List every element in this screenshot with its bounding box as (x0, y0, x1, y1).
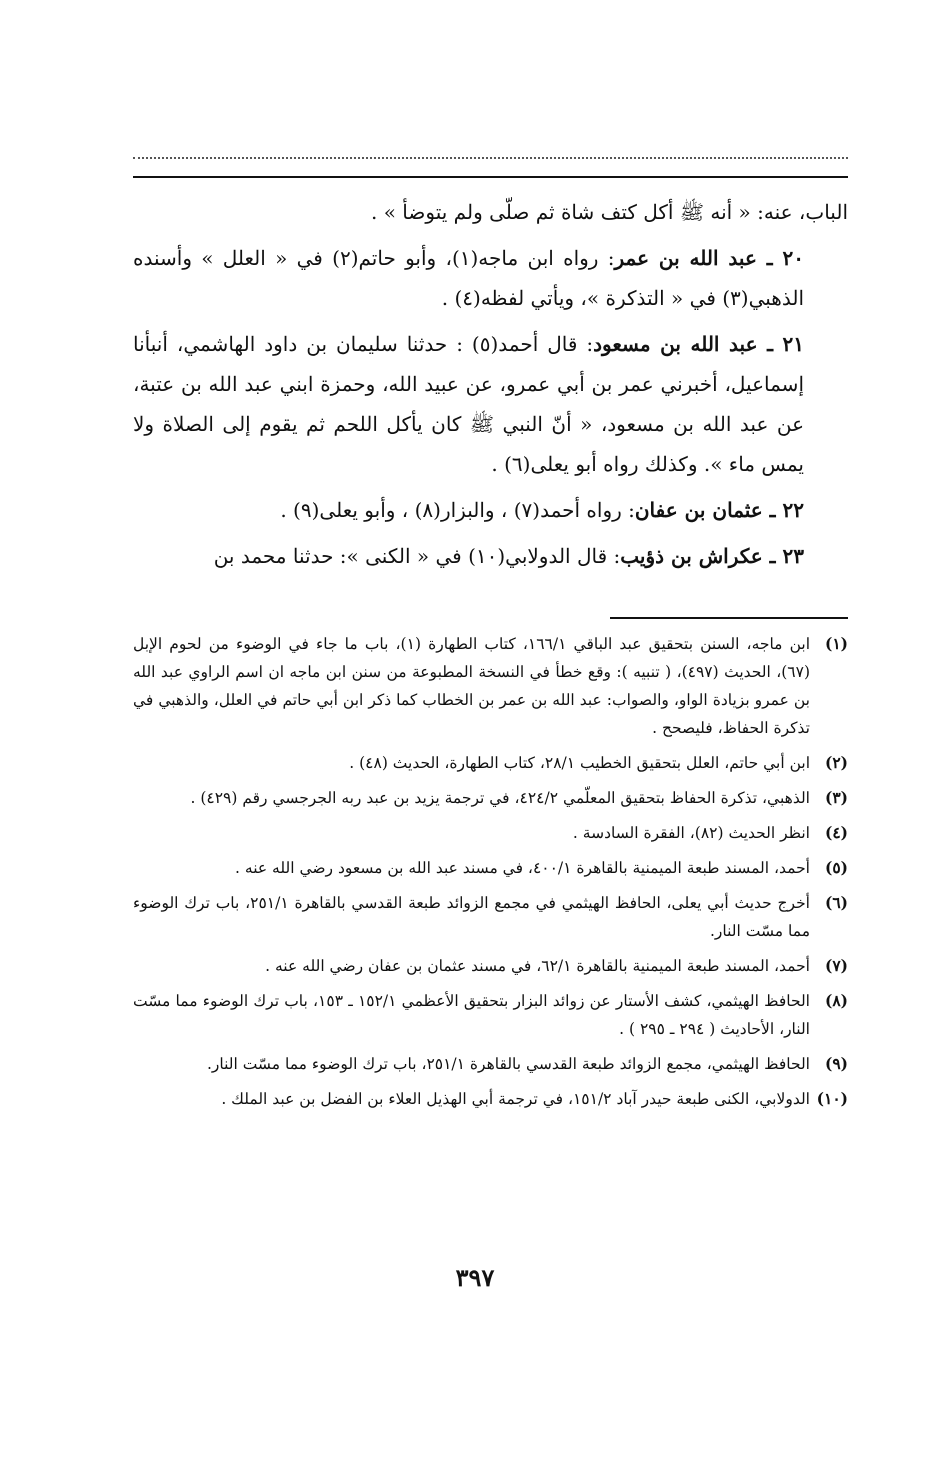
header-dotted-line (133, 157, 848, 159)
footnote-text: ابن أبي حاتم، العلل بتحقيق الخطيب ٢٨/١، كتاب الطهارة، الحديث (٤٨) . (349, 754, 810, 772)
entry-body: : رواه ابن ماجه(١)، وأبو حاتم(٢) في « العلل » وأسنده الذهبي(٣) في « التذكرة »، ويأتي لفظه(٤) . (133, 246, 804, 310)
footnote-item (133, 1050, 848, 1078)
footnote-item (133, 819, 848, 847)
footnote-item (133, 1085, 848, 1113)
footnote-item (133, 889, 848, 945)
footnote-number: (٧) (824, 956, 848, 975)
entry-heading: ٢٢ ـ عثمان بن عفان (634, 498, 804, 522)
entry-heading: ٢٠ ـ عبد الله بن عمر (614, 246, 804, 270)
entry-heading: ٢٣ ـ عكراش بن ذؤيب (620, 544, 804, 568)
footnote-text: ابن ماجه، السنن بتحقيق عبد الباقي ١٦٦/١، كتاب الطهارة (١)، باب ما جاء في الوضوء من لحوم الإبل (٦٧)، الحديث (٤٩٧)، ( تنبيه ): وقع خطأ في النسخة المطبوعة من سنن ابن ماجه ان اسم الراوي عبد الله بن عمرو بزيادة الواو، والصواب: عبد الله بن عمر بن الخطاب كما ذكر ابن أبي حاتم في العلل، والذهبي في تذكرة الحفاظ، فليصحح . (133, 635, 811, 737)
paragraph-continuation: الباب، عنه: « أنه ﷺ أكل كتف شاة ثم صلّى ولم يتوضأ » . (370, 200, 848, 224)
footnote-text: الحافظ الهيثمي، مجمع الزوائد طبعة القدسي بالقاهرة ٢٥١/١، باب ترك الوضوء مما مسّت النار. (206, 1055, 810, 1073)
footnote-text: انظر الحديث (٨٢)، الفقرة السادسة . (572, 824, 810, 842)
paragraph-20 (133, 238, 848, 318)
footnote-item (133, 952, 848, 980)
main-text (133, 192, 848, 582)
footnotes (133, 630, 848, 1120)
paragraph-23 (133, 536, 848, 576)
footnote-number: (١٠) (816, 1089, 848, 1108)
header-rule (133, 176, 848, 178)
footnote-number: (٨) (824, 991, 848, 1010)
paragraph-22 (133, 490, 848, 530)
footnote-number: (٤) (824, 823, 848, 842)
footnote-text: أحمد، المسند طبعة الميمنية بالقاهرة ٦٢/١، في مسند عثمان بن عفان رضي الله عنه . (265, 957, 810, 975)
footnote-text: أحمد، المسند طبعة الميمنية بالقاهرة ٤٠٠/١، في مسند عبد الله بن مسعود رضي الله عنه . (235, 859, 810, 877)
footnote-item (133, 630, 848, 742)
entry-body: : قال الدولابي(١٠) في « الكنى »: حدثنا محمد بن (213, 544, 621, 568)
footnote-separator (610, 617, 848, 619)
footnote-number: (٦) (824, 893, 848, 912)
entry-body: : قال أحمد(٥) : حدثنا سليمان بن داود الهاشمي، أنبأنا إسماعيل، أخبرني عمر بن أبي عمرو، عن عبيد الله، وحمزة ابني عبد الله بن عتبة، عن عبد الله بن مسعود، « أنّ النبي ﷺ كان يأكل اللحم ثم يقوم إلى الصلاة ولا يمس ماء ». وكذلك رواه أبو يعلى(٦) . (133, 332, 804, 476)
footnote-number: (٥) (824, 858, 848, 877)
footnote-text: الدولابي، الكنى طبعة حيدر آباد ١٥١/٢، في ترجمة أبي الهذيل العلاء بن الفضل بن عبد الملك . (221, 1090, 810, 1108)
footnote-text: الذهبي، تذكرة الحفاظ بتحقيق المعلّمي ٤٢٤/٢، في ترجمة يزيد بن عبد ربه الجرجسي رقم (٤٢٩) . (190, 789, 810, 807)
footnote-number: (١) (824, 634, 848, 653)
footnote-text: أخرج حديث أبي يعلى، الحافظ الهيثمي في مجمع الزوائد طبعة القدسي بالقاهرة ٢٥١/١، باب ترك الوضوء مما مسّت النار. (133, 894, 810, 940)
footnote-item (133, 854, 848, 882)
entry-heading: ٢١ ـ عبد الله بن مسعود (593, 332, 805, 356)
entry-body: : رواه أحمد(٧) ، والبزار(٨) ، وأبو يعلى(٩) . (280, 498, 635, 522)
page-number: ٣٩٧ (455, 1263, 495, 1292)
footnote-text: الحافظ الهيثمي، كشف الأستار عن زوائد البزار بتحقيق الأعظمي ١٥٢/١ ـ ١٥٣، باب ترك الوضوء مما مسّت النار، الأحاديث ( ٢٩٤ ـ ٢٩٥ ) . (133, 992, 810, 1038)
paragraph-21 (133, 324, 848, 484)
footnote-item (133, 749, 848, 777)
footnote-item (133, 784, 848, 812)
footnote-number: (٩) (824, 1054, 848, 1073)
footnote-number: (٢) (824, 753, 848, 772)
footnote-number: (٣) (824, 788, 848, 807)
footnote-item (133, 987, 848, 1043)
